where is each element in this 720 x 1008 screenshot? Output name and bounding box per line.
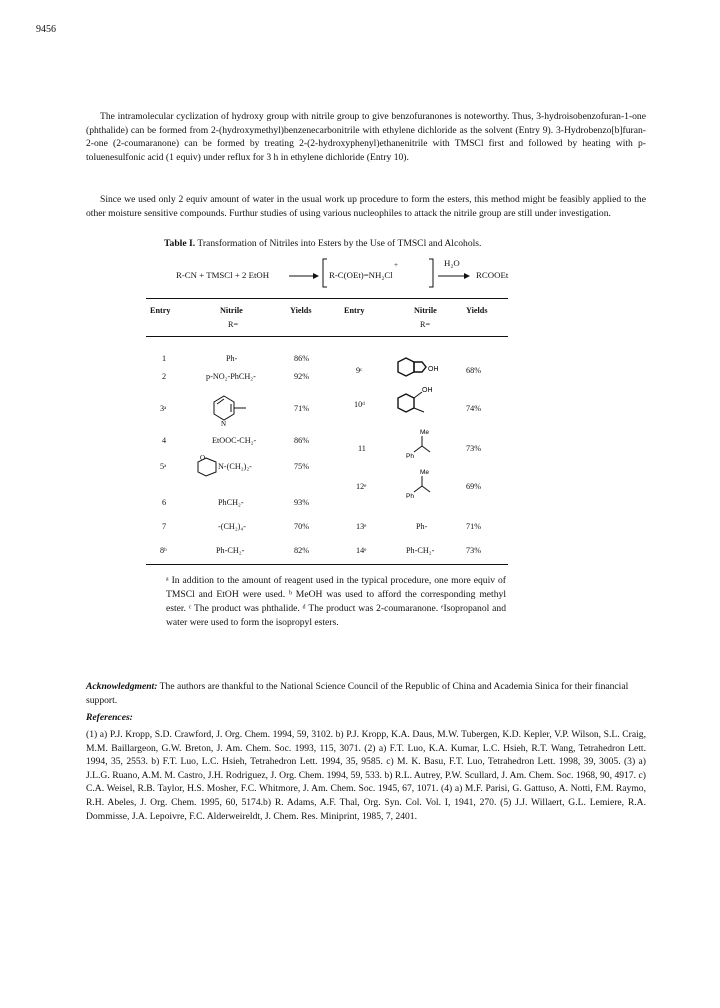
phthalide-precursor-structure-icon (396, 356, 448, 380)
table-cell-yield: 68% (466, 366, 482, 375)
hydroxyl-label: OH (428, 366, 439, 373)
table-cell-yield: 86% (294, 436, 310, 445)
arrow-icon (289, 271, 319, 281)
table-title: Transformation of Nitriles into Esters by the Use of TMSCl and Alcohols. (197, 238, 482, 249)
isopropyl-phenyl-structure-icon (404, 466, 440, 500)
arrow-icon (438, 271, 470, 281)
svg-text:Ph: Ph (406, 453, 414, 460)
svg-text:O: O (200, 454, 206, 462)
references-heading: References: (86, 712, 133, 723)
scheme-reagent: H₂O (444, 258, 460, 268)
table-cell-yield: 75% (294, 462, 310, 471)
table-cell-yield: 73% (466, 444, 482, 453)
table-cell-yield: 93% (294, 498, 310, 507)
table-cell-entry: 9ᶜ (356, 366, 363, 375)
isopropyl-phenyl-structure-icon (404, 426, 440, 460)
header-yields: Yields (290, 306, 312, 315)
table-cell-entry: 2 (162, 372, 167, 381)
table-cell-nitrile: Ph- (416, 522, 428, 531)
acknowledgment-label: Acknowledgment: (86, 681, 158, 692)
table-cell-entry: 5ᵃ (160, 462, 167, 471)
table-cell-nitrile: Ph-CH₂- (406, 546, 435, 555)
table-cell-yield: 86% (294, 354, 310, 363)
table-cell-nitrile: Ph-CH₂- (216, 546, 245, 555)
scheme-product: RCOOEt (476, 270, 509, 280)
table-cell-entry: 6 (162, 498, 167, 507)
table-cell-yield: 92% (294, 372, 310, 381)
table-cell-entry: 7 (162, 522, 167, 531)
table-cell-yield: 82% (294, 546, 310, 555)
scheme-charge: + (394, 261, 398, 269)
reaction-scheme (176, 258, 509, 288)
table-label: Table I. (164, 238, 196, 249)
svg-text:Ph: Ph (406, 493, 414, 500)
table-cell-yield: 74% (466, 404, 482, 413)
table-cell-yield: 71% (294, 404, 310, 413)
table-header-rule (146, 336, 508, 337)
scheme-reactants: R-CN + TMSCl + 2 EtOH (176, 270, 270, 280)
table-cell-entry: 13ᵉ (356, 522, 367, 531)
table-cell-nitrile: PhCH₂- (218, 498, 244, 507)
table-cell-nitrile: EtOOC-CH₂- (212, 436, 257, 445)
table-cell-entry: 1 (162, 354, 167, 363)
acknowledgment (86, 680, 646, 708)
header-yields: Yields (466, 306, 488, 315)
table-top-rule (146, 298, 508, 299)
table-cell-entry: 4 (162, 436, 167, 445)
acknowledgment-text: The authors are thankful to the National Science Council of the Republic of China and Academia Sinica for their financial support. (86, 681, 629, 706)
scheme-intermediate: R-C(OEt)=NH₂Cl (329, 270, 393, 280)
table-cell-entry: 11 (358, 444, 366, 453)
table-cell-entry: 8ᵇ (160, 546, 167, 555)
table-cell-entry: 10ᵈ (354, 400, 365, 409)
table-cell-yield: 71% (466, 522, 482, 531)
svg-text:Me: Me (420, 429, 430, 436)
svg-text:Me: Me (420, 469, 430, 476)
references-list: (1) a) P.J. Kropp, S.D. Crawford, J. Org. Chem. 1994, 59, 3102. b) P.J. Kropp, K.A. Daus, M.W. Tubergen, K.D. Kepler, V.P. Wilson, S.L. Craig, M.M. Baillargeon, G.W. Breton, J. Am. Chem. Soc. 1993, 115, 3071. (2) a) F.T. Luo, K.A. Kumar, L.C. Hsieh, R.T. Wang, Tetrahedron Lett. 1994, 35, 2553. b) F.T. Luo, L.C. Hsieh, Tetrahedron Lett. 1994, 35, 9585. c) M. K. Basu, F.T. Luo, Tetrahedron Lett. 1998, 39, 3005. (3) a) J.L.G. Ruano, A.M. M. Castro, J.H. Rodriguez, J. Org. Chem. 1994, 59, 533. b) R.L. Autrey, P.W. Scullard, J. Am. Chem. Soc. 1968, 90, 4917. c) C.A. Weisel, R.B. Taylor, H.S. Mosher, F.C. Whitmore, J. Am. Chem. Soc. 1945, 67, 1071. (4) a) M.F. Parisi, G. Gattuso, A. Notti, F.M. Raymo, R.H. Abeles, J. Org. Chem. 1995, 60, 5174.b) R. Adams, A.F. Thal, Org. Syn. Col. Vol. I, 1941, 270. (5) J.J. Willaert, G.L. Lemiere, R.A. Dommisse, J.A. Lepoivre, F.C. Alderweireldt, J. Chem. Res. Miniprint, 1985, 7, 2401. (86, 729, 646, 822)
paragraph-moisture (86, 193, 646, 220)
coumaranone-precursor-structure-icon (396, 384, 448, 418)
table-bottom-rule (146, 564, 508, 565)
table-cell-yield: 69% (466, 482, 482, 491)
svg-text:N: N (221, 420, 227, 428)
table-caption (164, 238, 481, 249)
table-cell-yield: 70% (294, 522, 310, 531)
paragraph-text: Since we used only 2 equiv amount of water in the usual work up procedure to form the esters, this method might be feasibly applied to the other moisture sensitive compounds. Furthur studies of using various nucleophiles to attack the nitrile group are still under investigation. (86, 194, 646, 219)
table-cell-entry: 12ᵉ (356, 482, 367, 491)
hydroxyl-label: OH (422, 387, 433, 394)
header-nitrile-sub: R= (420, 320, 431, 329)
table-footnotes: ᵃ In addition to the amount of reagent used in the typical procedure, one more equiv of TMSCl and EtOH were used. ᵇ MeOH was used to afford the corresponding methyl ester. ᶜ The product was phthalide. ᵈ The product was 2-coumaranone. ᵉIsopropanol and water were used to form the isopropyl esters. (166, 575, 506, 628)
table-cell-nitrile: N-(CH₂)₂- (218, 462, 252, 471)
table-cell-entry: 14ᵉ (356, 546, 367, 555)
paragraph-cyclization (86, 110, 646, 164)
header-entry: Entry (150, 306, 171, 315)
table-cell-yield: 73% (466, 546, 482, 555)
page-number: 9456 (36, 24, 56, 35)
pyridyl-structure-icon (210, 392, 250, 426)
table-cell-nitrile: p-NO₂-PhCH₂- (206, 372, 256, 381)
header-nitrile: Nitrile (414, 306, 437, 315)
table-cell-nitrile: -(CH₂)₄- (218, 522, 246, 531)
header-nitrile: Nitrile (220, 306, 243, 315)
table-cell-nitrile: Ph- (226, 354, 238, 363)
paragraph-text: The intramolecular cyclization of hydroxy group with nitrile group to give benzofuranones is noteworthy. Thus, 3-hydroisobenzofuran-1-one (phthalide) can be formed from 2-(hydroxymethyl)benzenecarbonitrile with ethylene dichloride as the solvent (Entry 9). 3-Hydrobenzo[b]furan-2-one (2-coumaranone) can be formed by treating 2-(2-hydroxyphenyl)ethanenitrile with TMSCl first and followed by heating with p-toluenesulfonic acid (1 equiv) under reflux for 3 h in ethylene dichloride (Entry 10). (86, 111, 646, 163)
header-entry: Entry (344, 306, 365, 315)
header-nitrile-sub: R= (228, 320, 239, 329)
table-cell-entry: 3ᵃ (160, 404, 167, 413)
